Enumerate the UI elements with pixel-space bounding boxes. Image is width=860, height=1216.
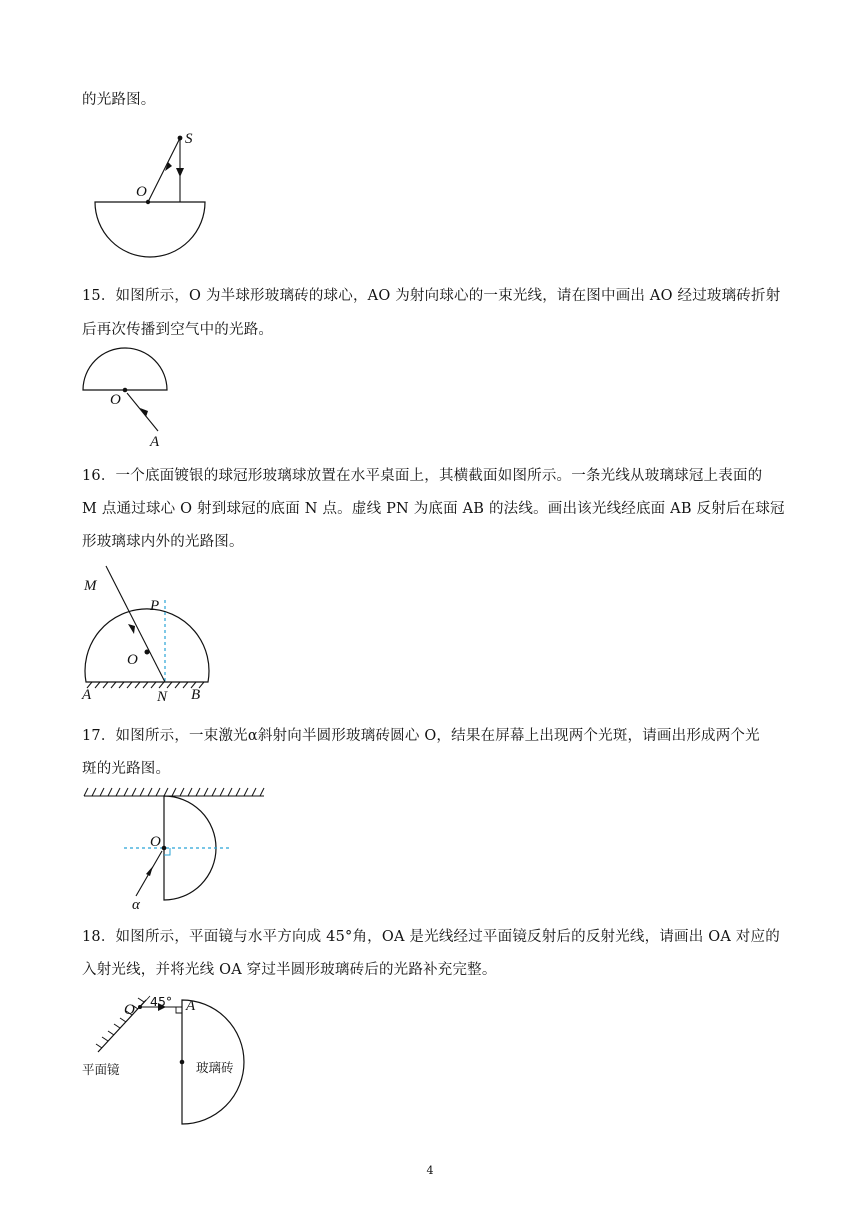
point-s (178, 136, 183, 141)
question-15-line-1: 15．如图所示，O 为半球形玻璃砖的球心，AO 为射向球心的一束光线，请在图中画出 AO 经过玻璃砖折射 (82, 288, 781, 304)
question-17-line-2: 斑的光路图。 (82, 761, 171, 777)
point-o (145, 650, 150, 655)
silvered-base-hatching (86, 682, 208, 688)
text-line-continuation: 的光路图。 (82, 92, 156, 108)
label-a: A (186, 998, 196, 1014)
label-o: O (124, 1002, 135, 1018)
figure-18-mirror-glass-diagram (78, 992, 258, 1132)
center-point (180, 1060, 185, 1065)
figure-14-semicircle-diagram (90, 126, 220, 261)
point-o (146, 200, 150, 204)
arrow-on-ray-mn (128, 624, 135, 634)
label-p: P (150, 598, 160, 614)
label-m: M (84, 578, 97, 594)
question-16-line-2: M 点通过球心 O 射到球冠的底面 N 点。虚线 PN 为底面 AB 的法线。画出该光线经底面 AB 反射后在球冠 (82, 501, 785, 517)
label-b: B (191, 687, 201, 702)
question-17-line-1: 17．如图所示，一束激光α斜射向半圆形玻璃砖圆心 O，结果在屏幕上出现两个光斑，请画出形成两个光 (82, 728, 760, 744)
question-16-line-3: 形玻璃球内外的光路图。 (82, 534, 244, 550)
point-o (138, 1005, 142, 1009)
label-o: O (127, 652, 138, 668)
right-angle-mark (176, 1007, 182, 1013)
label-o: O (150, 834, 161, 850)
label-a: A (150, 434, 160, 450)
arrow-on-ray-ao (140, 408, 148, 417)
label-glass: 玻璃砖 (196, 1060, 234, 1075)
point-o (123, 388, 128, 393)
page-number: 4 (426, 1164, 434, 1177)
label-mirror: 平面镜 (82, 1062, 120, 1077)
screen-hatching (84, 788, 264, 796)
question-16-line-1: 16．一个底面镀银的球冠形玻璃球放置在水平桌面上，其横截面如图所示。一条光线从玻璃球冠上表面的 (82, 468, 763, 484)
label-o: O (136, 184, 147, 200)
question-18-line-1: 18．如图所示，平面镜与水平方向成 45°角，OA 是光线经过平面镜反射后的反射光线，请画出 OA 对应的 (82, 929, 780, 945)
ray-a-to-o (127, 393, 158, 431)
point-o (162, 846, 167, 851)
question-18-line-2: 入射光线，并将光线 OA 穿过半圆形玻璃砖后的光路补充完整。 (82, 962, 497, 978)
question-15-line-2: 后再次传播到空气中的光路。 (82, 322, 274, 338)
arrow-on-laser-ray (146, 866, 153, 876)
label-a: A (82, 687, 92, 702)
ray-s-to-o (148, 138, 180, 202)
figure-15-hemisphere-diagram (78, 344, 178, 450)
angle-reference-line (140, 996, 150, 1007)
label-angle: 45° (150, 994, 173, 1009)
arrow-on-vertical-ray (176, 168, 184, 177)
label-n: N (157, 689, 168, 702)
figure-17-laser-semicircle-diagram (80, 784, 270, 914)
label-s: S (185, 131, 193, 147)
label-o: O (110, 392, 121, 408)
semicircle-shape (95, 202, 205, 257)
figure-16-spherical-cap-diagram (78, 562, 218, 702)
mirror-hatching (96, 998, 144, 1048)
hemisphere-shape (83, 348, 167, 390)
label-alpha: α (132, 897, 140, 913)
